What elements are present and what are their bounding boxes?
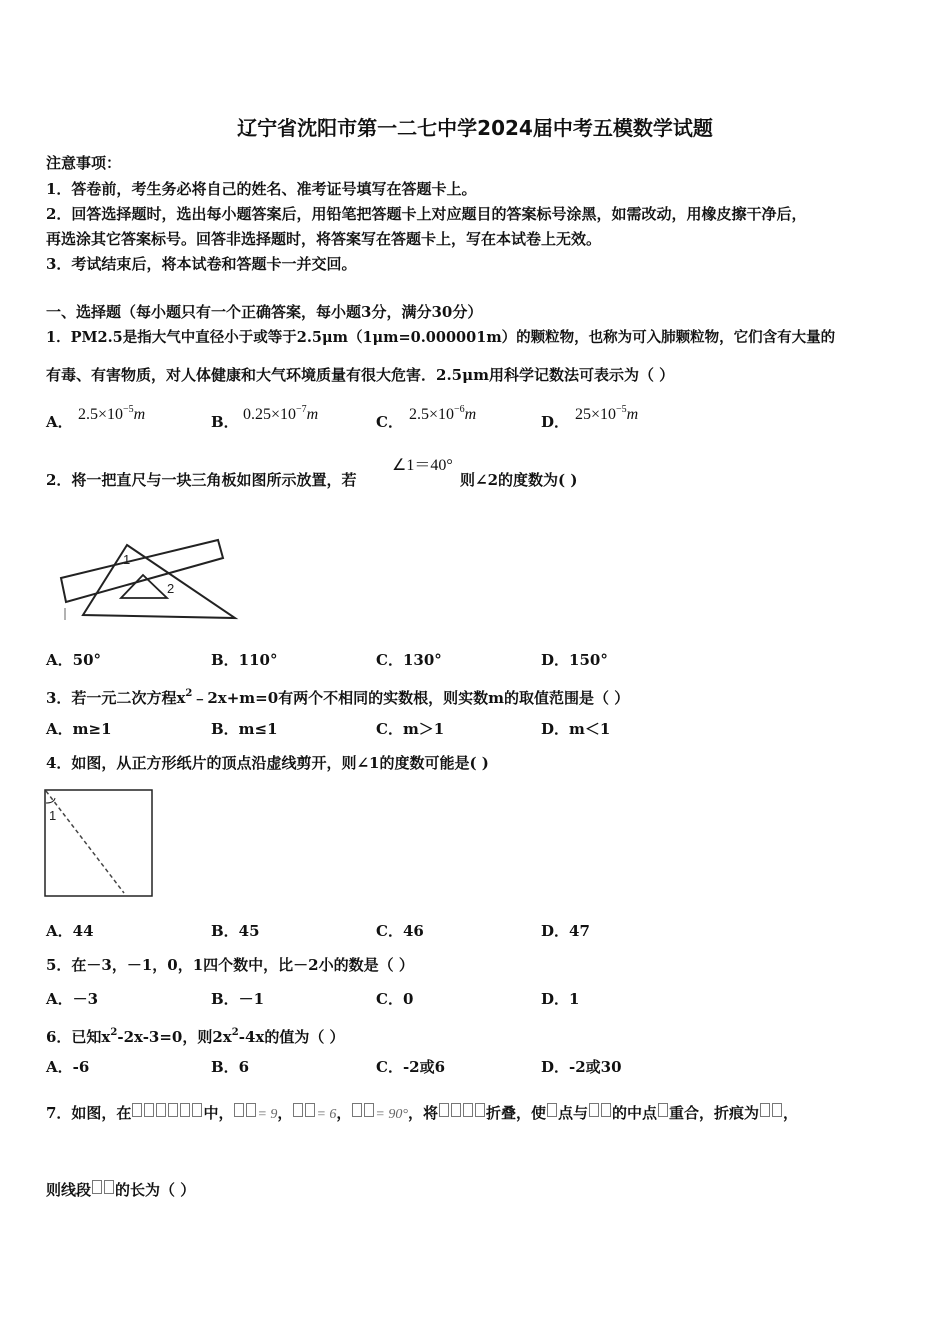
square-outline [45, 790, 152, 896]
q7-math: = 9 [257, 1107, 278, 1122]
option-base: 0.25×10 [243, 406, 297, 423]
option-base: 25×10 [575, 406, 617, 423]
missing-glyph [463, 1103, 473, 1117]
option: D．m＜1 [541, 720, 611, 738]
option: B．－1 [211, 990, 265, 1008]
option-label: B． [211, 413, 239, 431]
q7-part: 7．如图，在 [46, 1104, 132, 1122]
q6-part: -4x的值为（ ） [238, 1028, 345, 1046]
notice-item: 3．考试结束后，将本试卷和答题卡一并交回。 [46, 255, 357, 273]
option-label: A． [46, 413, 73, 431]
question-7-text [46, 1103, 798, 1125]
option: D．47 [541, 922, 590, 940]
question-2-math [392, 455, 453, 476]
missing-glyph [658, 1103, 668, 1117]
option: A．－3 [46, 990, 99, 1008]
missing-glyph [772, 1103, 782, 1117]
q6-part: -2x-3=0，则2x [117, 1028, 232, 1046]
option: C．46 [376, 922, 424, 940]
missing-glyph [156, 1103, 166, 1117]
q6-sup: 2 [231, 1027, 239, 1038]
missing-glyph [192, 1103, 202, 1117]
q7-part: 则线段 [46, 1181, 92, 1199]
option-unit: m [306, 406, 319, 423]
q3-sup: 2 [185, 688, 193, 699]
option-unit: m [464, 406, 477, 423]
missing-glyph [293, 1103, 303, 1117]
q7-part: 点与 [557, 1104, 588, 1122]
option: C．-2或6 [376, 1058, 446, 1076]
missing-glyph [352, 1103, 362, 1117]
angle-1-label: 1 [49, 808, 57, 823]
missing-glyph [92, 1180, 102, 1194]
missing-glyph [104, 1180, 114, 1194]
option-base: 2.5×10 [78, 406, 124, 423]
missing-glyph [132, 1103, 142, 1117]
missing-glyph [451, 1103, 461, 1117]
question-1-text: 1．PM2.5是指大气中直径小于或等于2.5μm（1μm=0.000001m）的颗粒物，也称为可入肺颗粒物，它们含有大量的 [46, 329, 836, 346]
angle-1-label: 1 [123, 552, 131, 567]
q7-math: = 6 [316, 1107, 337, 1122]
option: B．m≤1 [211, 720, 278, 738]
option-c-math [409, 400, 476, 425]
question-7-text [46, 1180, 195, 1200]
option: C．0 [376, 990, 414, 1008]
missing-glyph [601, 1103, 611, 1117]
section-heading: 一、选择题（每小题只有一个正确答案，每小题3分，满分30分） [46, 303, 483, 321]
option: D．1 [541, 990, 580, 1008]
option-exponent: −5 [123, 404, 134, 415]
notice-item: 2．回答选择题时，选出每小题答案后，用铅笔把答题卡上对应题目的答案标号涂黑，如需改动，用橡皮擦干净后， [46, 205, 807, 223]
option: A．m≥1 [46, 720, 112, 738]
option: C．130° [376, 651, 442, 669]
missing-glyph [364, 1103, 374, 1117]
missing-glyph [168, 1103, 178, 1117]
option-unit: m [133, 406, 146, 423]
option: B．6 [211, 1058, 250, 1076]
missing-glyph [439, 1103, 449, 1117]
q7-part: 的长为（ ） [115, 1181, 196, 1199]
ruler-triangle-figure [55, 520, 245, 635]
option: A．50° [46, 651, 102, 669]
option: D．-2或30 [541, 1058, 622, 1076]
q7-part: ，将 [407, 1104, 438, 1122]
option-exponent: −7 [296, 404, 307, 415]
q3-suffix: ﹣2x+m=0有两个不相同的实数根，则实数m的取值范围是（ ） [192, 689, 630, 707]
q7-math: = 90° [375, 1107, 408, 1122]
question-2-text: 2．将一把直尺与一块三角板如图所示放置，若 [46, 471, 357, 489]
option-unit: m [626, 406, 639, 423]
option-base: 2.5×10 [409, 406, 455, 423]
option-d-math [575, 400, 638, 425]
option: B．110° [211, 651, 278, 669]
q7-part: ， [277, 1104, 293, 1122]
square-paper-figure [44, 789, 154, 899]
question-5-text: 5．在－3，－1，0，1四个数中，比－2小的数是（ ） [46, 956, 414, 974]
missing-glyph [589, 1103, 599, 1117]
q7-part: ， [336, 1104, 352, 1122]
option: B．45 [211, 922, 260, 940]
angle-2-label: 2 [167, 581, 175, 596]
q6-part: 6．已知x [46, 1028, 111, 1046]
question-1-text: 有毒、有害物质，对人体健康和大气环境质量有很大危害．2.5μm用科学记数法可表示为（ ） [46, 366, 675, 384]
option-a-math [78, 400, 145, 425]
notice-item: 再选涂其它答案标号。回答非选择题时，将答案写在答题卡上，写在本试卷上无效。 [46, 230, 602, 248]
option: A．44 [46, 922, 94, 940]
q7-part: 中， [203, 1104, 234, 1122]
angle-expression: ∠1＝40° [392, 457, 453, 474]
option-label: D． [541, 413, 570, 431]
missing-glyph [475, 1103, 485, 1117]
option: D．150° [541, 651, 608, 669]
missing-glyph [180, 1103, 190, 1117]
notice-heading: 注意事项： [46, 154, 122, 172]
question-6-text [46, 1023, 345, 1047]
missing-glyph [547, 1103, 557, 1117]
option-exponent: −5 [616, 404, 627, 415]
missing-glyph [144, 1103, 154, 1117]
q6-sup: 2 [110, 1027, 118, 1038]
option-b-math [243, 400, 318, 425]
notice-item: 1．答卷前，考生务必将自己的姓名、准考证号填写在答题卡上。 [46, 180, 477, 198]
missing-glyph [234, 1103, 244, 1117]
q7-part: ， [783, 1104, 799, 1122]
q7-part: 的中点 [612, 1104, 658, 1122]
missing-glyph [305, 1103, 315, 1117]
set-square-inner [121, 575, 167, 598]
option: C．m＞1 [376, 720, 445, 738]
missing-glyph [246, 1103, 256, 1117]
q7-part: 重合，折痕为 [669, 1104, 760, 1122]
angle-arc [46, 798, 55, 803]
option: A．-6 [46, 1058, 90, 1076]
option-label: C． [376, 413, 403, 431]
missing-glyph [760, 1103, 770, 1117]
q7-part: 折叠，使 [485, 1104, 546, 1122]
cut-line [46, 791, 124, 893]
question-2-text: 则∠2的度数为( ) [460, 471, 578, 489]
set-square-outline [83, 545, 235, 618]
question-3-text [46, 684, 629, 708]
option-exponent: −6 [454, 404, 465, 415]
page-title: 辽宁省沈阳市第一二七中学2024届中考五模数学试题 [237, 116, 713, 140]
question-4-text: 4．如图，从正方形纸片的顶点沿虚线剪开，则∠1的度数可能是( ) [46, 754, 489, 772]
q3-prefix: 3．若一元二次方程x [46, 689, 186, 707]
